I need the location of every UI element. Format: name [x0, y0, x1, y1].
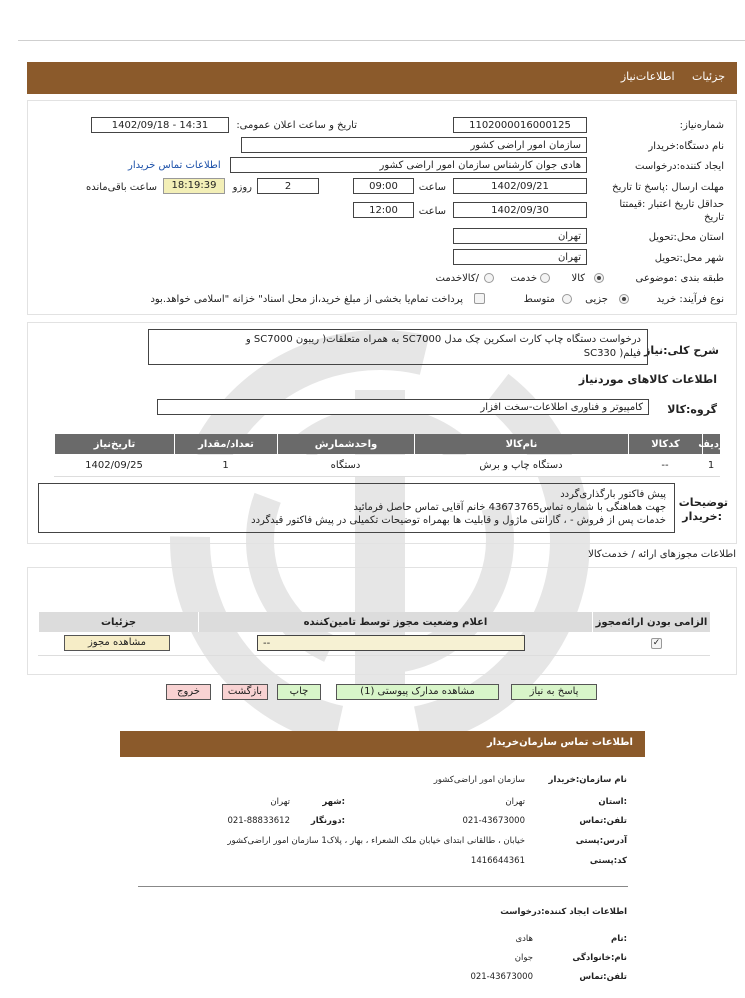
- col-permit-details: جزئیات: [38, 612, 198, 632]
- deadline-time-field: 09:00: [353, 178, 414, 194]
- permits-table-header: [38, 612, 710, 632]
- top-divider: [18, 40, 745, 41]
- summary-textbox: [148, 329, 648, 365]
- category-service-label: خدمت: [510, 273, 537, 284]
- treasury-payment-checkbox[interactable]: [474, 293, 485, 304]
- cell-code: --: [661, 460, 669, 471]
- col-date: تاریخ‌نیاز: [54, 434, 174, 454]
- validity-time-field: 12:00: [353, 202, 414, 218]
- buyer-notes-label-2: :خریدار: [682, 510, 722, 523]
- city-label: شهر محل:تحویل: [654, 253, 724, 264]
- process-small-label: جزیی: [585, 294, 608, 305]
- cell-qty: 1: [222, 460, 229, 471]
- validity-label: حداقل تاریخ اعتبار :قیمتتا: [619, 199, 724, 210]
- creator-family-value: جوان: [514, 953, 533, 963]
- process-medium-radio[interactable]: [562, 294, 572, 304]
- creator-phone-label: تلفن:تماس: [579, 972, 627, 982]
- contact-divider: [138, 886, 628, 887]
- creator-field: هادی جوان کارشناس سازمان امور اراضی کشور: [230, 157, 587, 173]
- goods-group-label: گروه:کالا: [667, 403, 717, 416]
- contact-fax-value: 021-88833612: [227, 816, 290, 826]
- col-name: نام‌کالا: [414, 434, 628, 454]
- contact-province-label: :استان: [598, 797, 627, 807]
- city-field: تهران: [453, 249, 587, 265]
- permit-row: [38, 632, 710, 656]
- summary-line-1: درخواست دستگاه چاپ کارت اسکرین چک مدل SC7000 به همراه متعلقات( ریبون SC7000 و: [245, 334, 641, 345]
- buyer-notes-label: توضیحات: [678, 496, 728, 509]
- category-service-radio[interactable]: [540, 273, 550, 283]
- col-row: ردیف: [702, 434, 720, 454]
- process-medium-label: متوسط: [523, 294, 555, 305]
- creator-label: ایجاد کننده:درخواست: [635, 161, 724, 172]
- buyer-note-line: خدمات پس از فروش - ، گارانتی ماژول و قابلیت ها بهمراه توضیحات تکمیلی در پیش فاکتور قیدگردد: [251, 515, 666, 526]
- view-attachments-button[interactable]: مشاهده مدارک پیوستی (1): [336, 684, 499, 700]
- goods-info-label: اطلاعات کالاهای موردنیاز: [578, 373, 717, 386]
- category-goods-label: کالا: [571, 273, 585, 284]
- creator-info-title: اطلاعات ایجاد کننده:درخواست: [500, 907, 627, 917]
- contact-postal-label: کد:پستی: [589, 856, 627, 866]
- goods-group-field: کامپیوتر و فناوری اطلاعات-سخت افزار: [157, 399, 649, 415]
- validity-date-field: 1402/09/30: [453, 202, 587, 218]
- deadline-date-field: 1402/09/21: [453, 178, 587, 194]
- contact-address-value: خیابان ، طالقانی ابتدای خیابان ملک الشعراء ، بهار ، پلاک1 سازمان امور اراضی‌کشور: [227, 836, 525, 846]
- creator-name-label: :نام: [610, 934, 627, 944]
- summary-line-2: فیلم( SC330: [583, 348, 641, 359]
- goods-table-header: [54, 434, 725, 454]
- permit-status-field: --: [257, 635, 525, 651]
- announce-label: تاریخ و ساعت اعلان عمومی:: [236, 120, 357, 131]
- contact-address-label: آدرس:پستی: [575, 836, 627, 846]
- back-button[interactable]: بازگشت: [222, 684, 268, 700]
- category-both-radio[interactable]: [484, 273, 494, 283]
- tab-details[interactable]: جزئیات: [692, 70, 725, 83]
- reply-button[interactable]: پاسخ به نیاز: [511, 684, 597, 700]
- category-label: طبقه بندی :موضوعی: [635, 273, 724, 284]
- days-label: روزو: [232, 182, 252, 193]
- cell-row: 1: [707, 460, 715, 471]
- table-row: [54, 455, 720, 477]
- cell-date: 1402/09/25: [85, 460, 143, 471]
- treasury-payment-label: پرداخت تمام‌یا بخشی از مبلغ خرید،از محل اسناد" خزانه "اسلامی خواهد.بود: [150, 294, 463, 305]
- need-number-label: شماره‌نیاز:: [679, 120, 724, 131]
- buyer-notes-box: [38, 483, 675, 533]
- validity-time-label: ساعت: [418, 206, 446, 217]
- creator-name-value: هادی: [515, 934, 533, 944]
- contact-phone-value: 021-43673000: [462, 816, 525, 826]
- tab-need-info[interactable]: اطلاعات‌نیاز: [620, 70, 675, 83]
- permits-title: اطلاعات مجوزهای ارائه / خدمت‌کالا: [588, 549, 736, 560]
- days-field: 2: [257, 178, 319, 194]
- col-unit: واحدشمارش: [277, 434, 414, 454]
- buyer-note-line: جهت هماهنگی با شماره تماس43673765 خانم آقایی تماس حاصل فرمائید: [353, 502, 666, 513]
- buyer-contact-header: اطلاعات تماس سازمان‌خریدار: [120, 731, 645, 757]
- creator-family-label: نام:خانوادگی: [572, 953, 627, 963]
- province-label: استان محل:تحویل: [648, 232, 724, 243]
- col-qty: تعداد/مقدار: [174, 434, 277, 454]
- buyer-org-label: نام دستگاه:خریدار: [648, 141, 724, 152]
- contact-city-label: :شهر: [322, 797, 345, 807]
- summary-label: شرح کلی:نیاز: [644, 344, 719, 357]
- contact-province-value: تهران: [505, 797, 525, 807]
- contact-org-value: سازمان امور اراضی‌کشور: [433, 775, 525, 785]
- page-header: [27, 62, 737, 94]
- province-field: تهران: [453, 228, 587, 244]
- buyer-contact-link[interactable]: اطلاعات تماس خریدار: [128, 160, 221, 171]
- permit-required-checkbox: ✓: [652, 638, 661, 648]
- contact-phone-label: تلفن:تماس: [579, 816, 627, 826]
- col-permit-status: اعلام وضعیت مجوز توسط تامین‌کننده: [198, 612, 592, 632]
- print-button[interactable]: چاپ: [277, 684, 321, 700]
- col-permit-required: الزامی بودن ارائه‌مجوز: [592, 612, 710, 632]
- col-code: کدکالا: [628, 434, 702, 454]
- need-number-field: 1102000016000125: [453, 117, 587, 133]
- cell-unit: دستگاه: [330, 460, 361, 471]
- process-type-label: نوع فرآیند: خرید: [656, 294, 724, 305]
- remaining-label: ساعت باقی‌مانده: [85, 182, 157, 193]
- process-small-radio[interactable]: [619, 294, 629, 304]
- contact-org-label: نام سازمان:خریدار: [548, 775, 627, 785]
- view-permit-button[interactable]: مشاهده مجوز: [64, 635, 170, 651]
- validity-label-2: تاریخ: [704, 212, 724, 223]
- category-goods-radio[interactable]: [594, 273, 604, 283]
- contact-fax-label: :دورنگار: [310, 816, 345, 826]
- creator-phone-value: 021-43673000: [470, 972, 533, 982]
- deadline-label: مهلت ارسال :پاسخ تا تاریخ: [612, 182, 724, 193]
- buyer-note-line: پیش فاکتور بارگذاری‌گردد: [560, 489, 666, 500]
- buyer-org-field: سازمان امور اراضی کشور: [241, 137, 587, 153]
- category-both-label: /کالاخدمت: [435, 273, 479, 284]
- exit-button[interactable]: خروج: [166, 684, 211, 700]
- deadline-time-label: ساعت: [418, 182, 446, 193]
- contact-postal-value: 1416644361: [470, 856, 525, 866]
- remaining-timer: 18:19:39: [163, 178, 225, 194]
- contact-city-value: تهران: [270, 797, 290, 807]
- announce-date-field: 1402/09/18 - 14:31: [91, 117, 229, 133]
- cell-name: دستگاه چاپ و برش: [479, 460, 563, 471]
